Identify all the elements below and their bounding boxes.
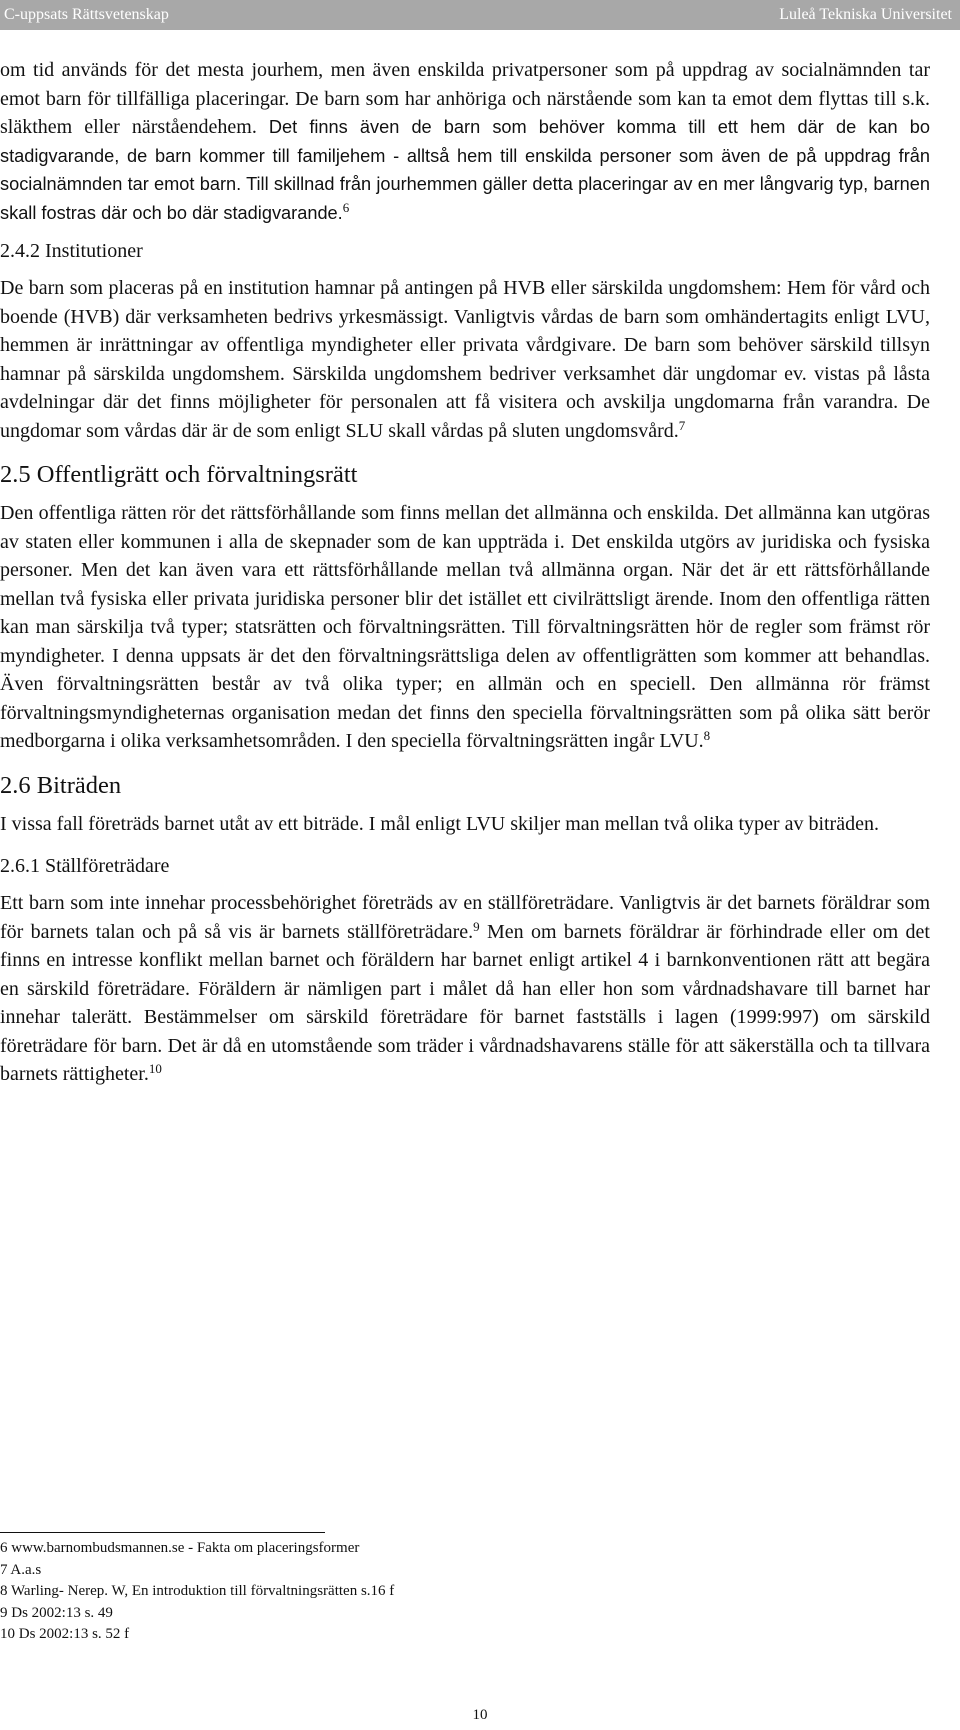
- paragraph-bitraden: [0, 810, 930, 839]
- paragraph-text: Den offentliga rätten rör det rättsförhållande som finns mellan det allmänna och enskilda. Det allmänna kan utgöras av staten eller kommunen i alla de skepnader som de kan uppträda i. Det enskilda utgörs av juridiska och fysiska personer. Men det kan även vara ett rättsförhållande mellan två allmänna organ. När det är ett rättsförhållande mellan två fysiska eller privata juridiska personer blir det istället ett civilrättsligt ärende. Inom den offentliga rätten kan man särskilja två typer; statsrätten och förvaltningsrätten. Till förvaltningsrätten hör de regler som främst rör myndigheter. I denna uppsats är det den förvaltningsrättsliga delen av offentligrätten som kommer att behandlas. Även förvaltningsrätten består av två olika typer; en allmän och en speciell. Den allmänna rör främst förvaltningsmyndigheternas organisation medan det finns den speciella förvaltningsrätten som på olika sätt berör medborgarna i olika verksamhetsområden. I den speciella förvaltningsrätten ingår LVU.: [0, 502, 930, 752]
- paragraph-institutioner: [0, 274, 930, 445]
- page-number: 10: [472, 1707, 488, 1723]
- heading-2-4-2: 2.4.2 Institutioner: [0, 240, 143, 262]
- footnote-8: 8 Warling- Nerep. W, En introduktion till förvaltningsrätten s.16 f: [0, 1583, 395, 1600]
- paragraph-text: I vissa fall företräds barnet utåt av ett biträde. I mål enligt LVU skiljer man mellan två olika typer av biträden.: [0, 812, 879, 835]
- main-content: [0, 56, 930, 1089]
- paragraph-stallforetradare: [0, 889, 930, 1089]
- intro-paragraph: [0, 56, 930, 227]
- heading-2-6: 2.6 Biträden: [0, 771, 122, 799]
- footnotes: [0, 1538, 394, 1646]
- paragraph-text: Ett barn som inte innehar processbehörighet företräds av en ställföreträdare. Vanligtvis är det barnets föräldrar som för barnets talan och på så vis är barnets ställföreträdare.: [0, 892, 930, 943]
- paragraph-text-continued: Men om barnets föräldrar är förhindrade eller om det finns en intresse konflikt mellan barnet och föräldern har barnet enligt artikel 4 i barnkonventionen rätt att begära en särskild företrädare. Föräldern är nämligen part i målet då han eller hon som vårdnadshavare till barnet har innehar talerätt. Bestämmelser om särskild företrädare för barnet fastställs i lagen (1999:997) om särskild företrädare för barn. Det är då en utomstående som träder i vårdnadshavarens ställe för att säkerställa och ta tillvara barnets rättigheter.: [0, 920, 930, 1085]
- footnote-7: 7 A.a.s: [0, 1561, 42, 1578]
- footnote-9: 9 Ds 2002:13 s. 49: [0, 1604, 113, 1621]
- footnote-6: 6 www.barnombudsmannen.se - Fakta om placeringsformer: [0, 1540, 360, 1556]
- header-course: C-uppsats Rättsvetenskap: [4, 6, 169, 23]
- footnote-ref-6[interactable]: 6: [342, 199, 350, 215]
- heading-2-6-1: 2.6.1 Ställföreträdare: [0, 855, 170, 877]
- footnote-ref-10[interactable]: 10: [148, 1061, 162, 1076]
- footnote-10: 10 Ds 2002:13 s. 52 f: [0, 1626, 130, 1643]
- header-university: Luleå Tekniska Universitet: [779, 6, 952, 23]
- intro-text: om tid används för det mesta jourhem, men även enskilda privatpersoner som på uppdrag av socialnämnden tar emot barn för tillfälliga placeringar. De barn som har anhöriga och närstående som kan ta emot dem flyttas till s.k. släkthem eller närståendehem.: [0, 59, 930, 138]
- page-header: [0, 0, 960, 30]
- footnote-ref-9[interactable]: 9: [473, 918, 480, 934]
- paragraph-text: De barn som placeras på en institution hamnar på antingen på HVB eller särskilda ungdomshem: Hem för vård och boende (HVB) där verksamheten bedrivs yrkesmässigt. Vanligtvis vårdas de barn som omhändertagits enligt LVU, hemmen är inrättningar av offentliga myndigheter eller privata vårdgivare. De barn som behöver särskild tillsyn hamnar på särskilda ungdomshem. Särskilda ungdomshem bedriver verksamhet där ungdomar ev. vistas på låsta avdelningar där det finns möjligheter för personalen att få visitera och avskilja ungdomarna från varandra. De ungdomar som vårdas där är de som enligt SLU skall vårdas på sluten ungdomsvård.: [0, 277, 930, 442]
- intro-sans-text: Det finns även de barn som behöver komma till ett hem där de kan bo stadigvarande, de barn kommer till familjehem - alltså hem till enskilda personer som även de på uppdrag från socialnämnden tar emot barn. Till skillnad från jourhemmen gäller detta placeringar av en mer långvarig typ, barnen skall fostras där och bo där stadigvarande.: [0, 117, 930, 223]
- footnote-separator: [0, 1532, 325, 1533]
- footnote-ref-8[interactable]: 8: [703, 728, 711, 743]
- footnote-ref-7[interactable]: 7: [678, 417, 686, 433]
- heading-2-5: 2.5 Offentligrätt och förvaltningsrätt: [0, 461, 358, 488]
- paragraph-offentligratt: [0, 499, 930, 756]
